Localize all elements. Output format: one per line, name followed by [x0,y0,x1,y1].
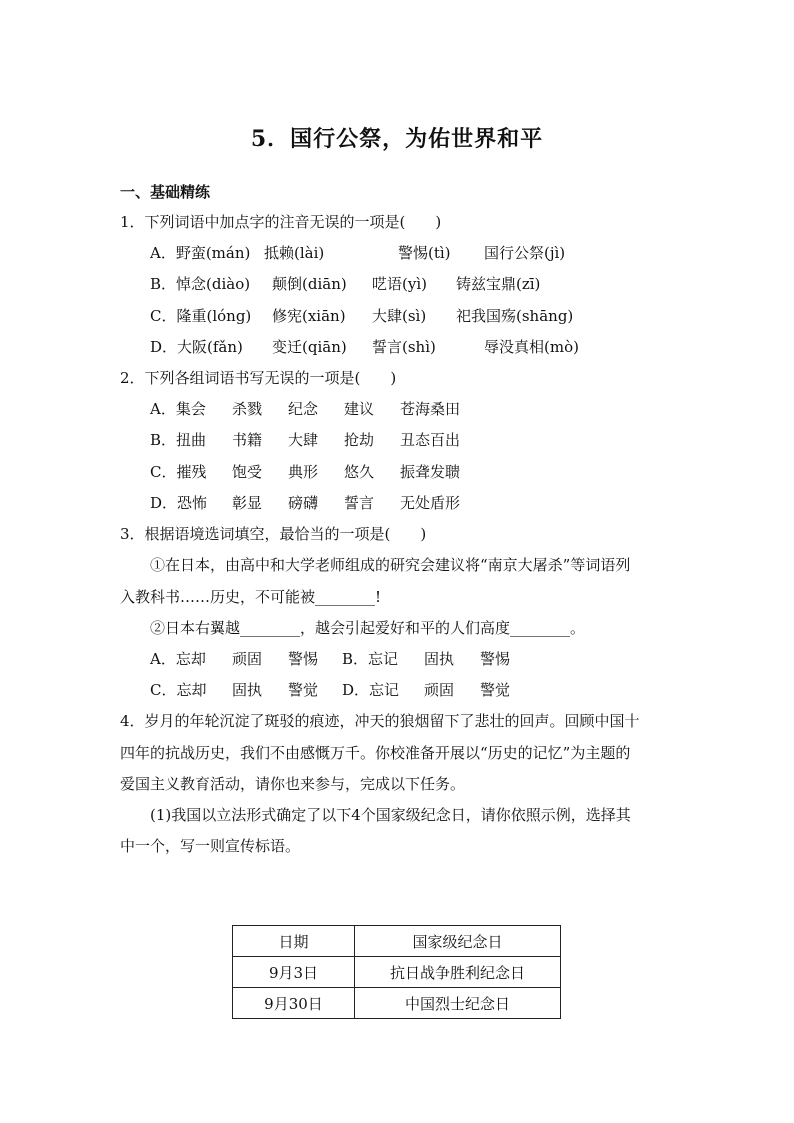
page-title: 5．国行公祭，为佑世界和平 [250,126,544,152]
option-text: 苍海桑田 [400,400,461,418]
option-text: 国行公祭(jì) [484,244,566,262]
option-text: 祀我国殇(shāng) [456,307,574,325]
option-text: 颠倒(diān) [272,275,347,293]
option-text: D．忘记 [342,681,400,699]
table-header-cell: 国家级纪念日 [355,926,561,957]
option-text: C．摧残 [150,463,207,481]
option-text: A．野蛮(mán) [150,244,251,262]
option-text: 警惕(tì) [398,244,451,262]
option-text: B．悼念(diào) [150,275,251,293]
option-text: 固执 [424,650,455,668]
option-text: 典形 [288,463,319,481]
option-text: 抢劫 [344,431,375,449]
table-row [233,957,561,988]
question-4-sub-1: (1)我国以立法形式确定了以下4个国家级纪念日，请你依照示例，选择其 [150,806,631,824]
option-text: 磅礴 [288,494,319,512]
option-text: D．大阪(fǎn) [150,338,243,356]
option-text: A．集会 [150,400,206,418]
option-text: 誓言 [344,494,375,512]
question-3-passage-1: ①在日本，由高中和大学老师组成的研究会建议将“南京大屠杀”等词语列 [150,556,631,574]
option-text: C．忘却 [150,681,207,699]
option-text: 固执 [232,681,263,699]
option-text: 大肆 [288,431,319,449]
table-row [233,988,561,1019]
option-text: 丑态百出 [400,431,461,449]
question-2-stem: 2．下列各组词语书写无误的一项是( ) [120,369,397,387]
option-text: 纪念 [288,400,319,418]
option-text: 誓言(shì) [372,338,436,356]
option-text: 警惕 [288,650,319,668]
table-cell: 中国烈士纪念日 [355,988,561,1019]
table-header-row [233,926,561,957]
question-4-line-2: 四年的抗战历史，我们不由感慨万千。你校准备开展以“历史的记忆”为主题的 [120,744,631,762]
option-text: A．忘却 [150,650,206,668]
section-heading: 一、基础精练 [120,183,211,201]
option-text: 修宪(xiān) [272,307,346,325]
option-text: 顽固 [424,681,455,699]
option-text: 杀戮 [232,400,263,418]
option-text: 辱没真相(mò) [484,338,579,356]
option-text: 警惕 [480,650,511,668]
option-text: 饱受 [232,463,263,481]
option-text: B．忘记 [342,650,399,668]
option-text: 铸兹宝鼎(zī) [456,275,541,293]
option-text: 无处盾形 [400,494,461,512]
option-text: C．隆重(lóng) [150,307,252,325]
question-4-sub-1-cont: 中一个，写一则宣传标语。 [120,837,301,855]
option-text: 变迁(qiān) [272,338,347,356]
option-text: 顽固 [232,650,263,668]
option-text: 大肆(sì) [372,307,427,325]
table-cell: 9月30日 [233,988,355,1019]
option-text: 警觉 [288,681,319,699]
option-text: 建议 [344,400,375,418]
option-text: 悠久 [344,463,375,481]
table-cell: 9月3日 [233,957,355,988]
option-text: 呓语(yì) [372,275,427,293]
table-cell: 抗日战争胜利纪念日 [355,957,561,988]
option-text: D．恐怖 [150,494,208,512]
question-1-stem: 1．下列词语中加点字的注音无误的一项是( ) [120,213,442,231]
option-text: B．扭曲 [150,431,207,449]
table-header-cell: 日期 [233,926,355,957]
option-text: 振聋发聩 [400,463,461,481]
option-text: 警觉 [480,681,511,699]
question-3-stem: 3．根据语境选词填空，最恰当的一项是( ) [120,525,427,543]
question-3-passage-2: ②日本右翼越________，越会引起爱好和平的人们高度________。 [150,619,586,637]
option-text: 抵赖(lài) [264,244,325,262]
question-3-passage-1-cont: 入教科书……历史，不可能被________! [120,588,382,606]
question-4-line-1: 4．岁月的年轮沉淀了斑驳的痕迹，冲天的狼烟留下了悲壮的回声。回顾中国十 [120,712,640,730]
option-text: 彰显 [232,494,263,512]
memorial-days-table [232,925,561,1019]
option-text: 书籍 [232,431,263,449]
question-4-line-3: 爱国主义教育活动，请你也来参与，完成以下任务。 [120,775,466,793]
